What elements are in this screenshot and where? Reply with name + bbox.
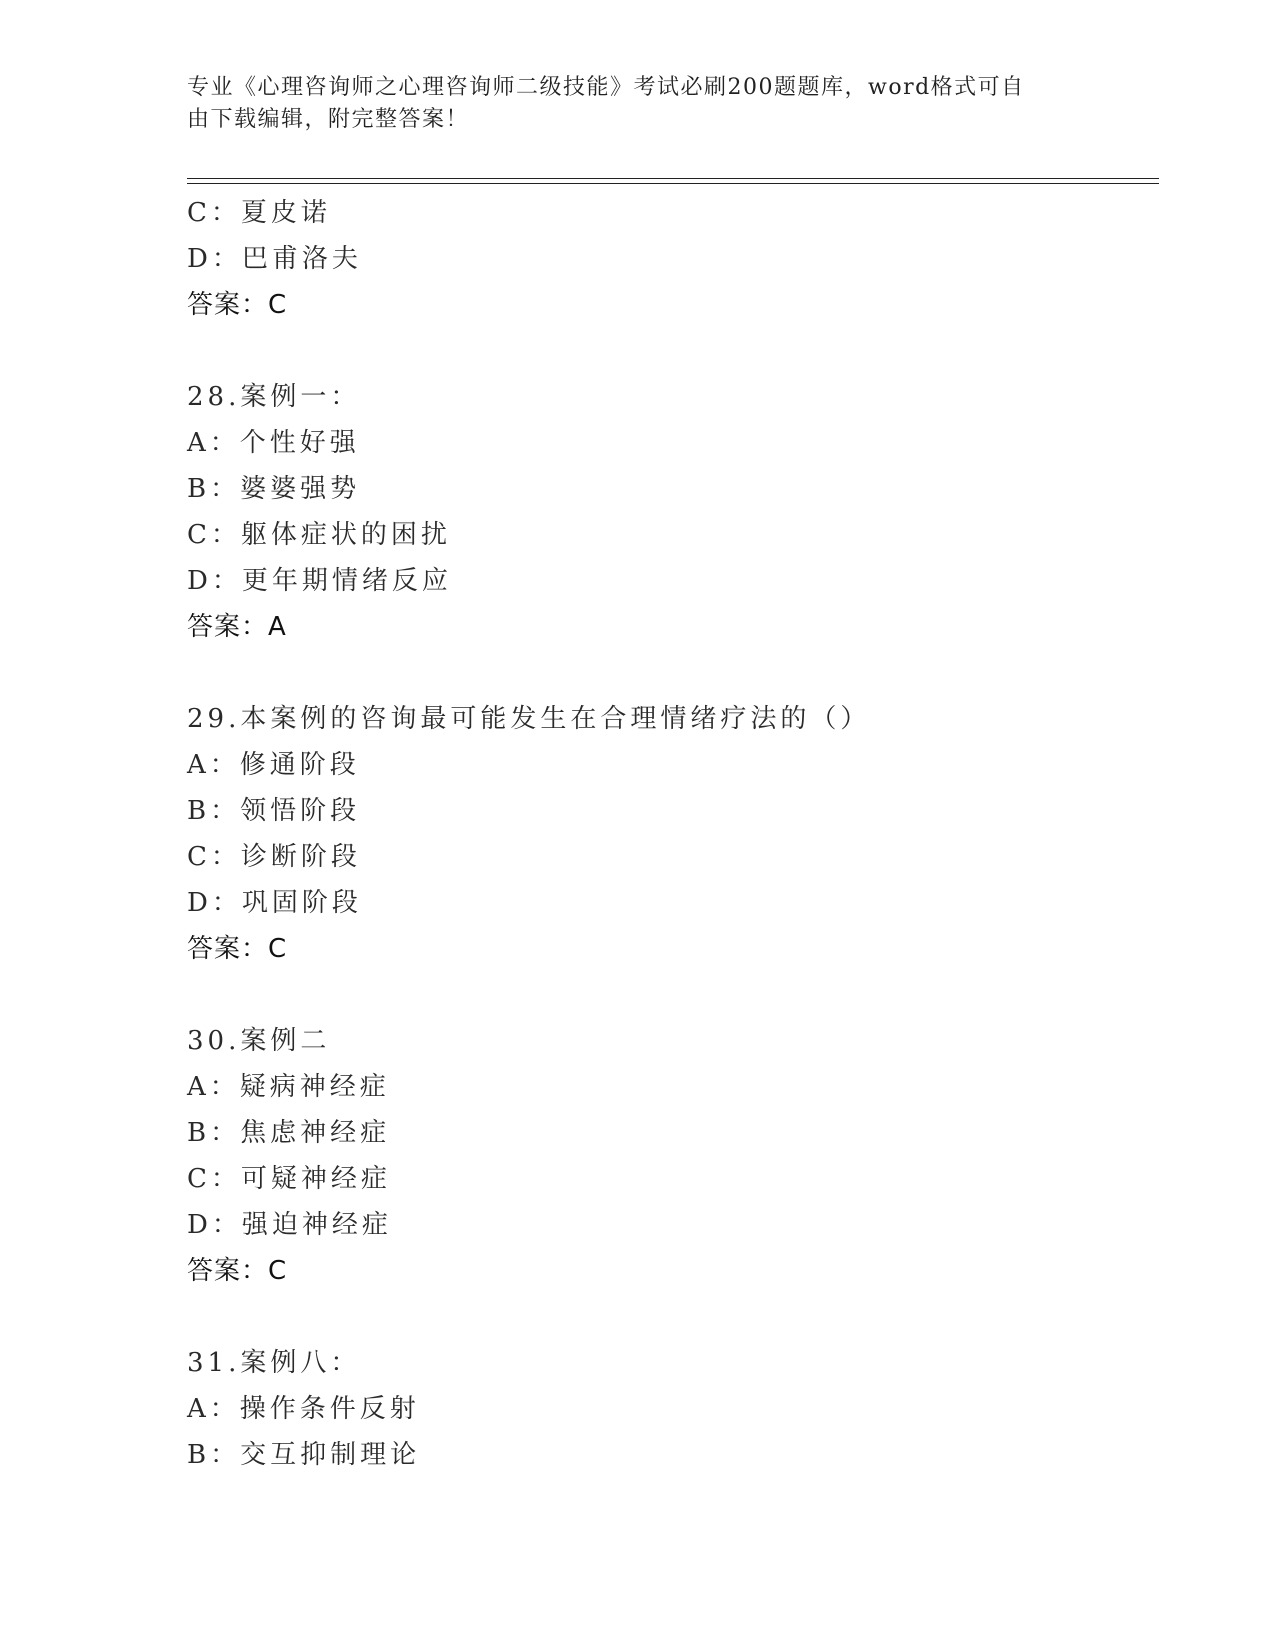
- option-d: D：巩固阶段: [187, 888, 362, 918]
- header-line-1: 专业《心理咨询师之心理咨询师二级技能》考试必刷200题题库，word格式可自: [187, 75, 1025, 100]
- option-c: C：躯体症状的困扰: [187, 520, 451, 550]
- question-28: [187, 374, 1137, 650]
- question-stem: 29.本案例的咨询最可能发生在合理情绪疗法的（）: [187, 704, 871, 734]
- spacer: [187, 972, 1137, 1018]
- question-stem: 28.案例一：: [187, 382, 361, 412]
- answer-line: 答案：C: [187, 290, 288, 320]
- question-stem: 31.案例八：: [187, 1348, 361, 1378]
- header-divider-top: [187, 178, 1159, 179]
- question-stem: 30.案例二: [187, 1026, 331, 1056]
- option-b: B：领悟阶段: [187, 796, 361, 826]
- question-29: [187, 696, 1137, 972]
- question-30: [187, 1018, 1137, 1294]
- question-31: [187, 1340, 1137, 1478]
- option-d: D：巴甫洛夫: [187, 244, 362, 274]
- option-c: C：诊断阶段: [187, 842, 361, 872]
- option-a: A：操作条件反射: [187, 1394, 420, 1424]
- answer-line: 答案：C: [187, 934, 288, 964]
- option-d: D：更年期情绪反应: [187, 566, 452, 596]
- answer-line: 答案：C: [187, 1256, 288, 1286]
- option-c: C：夏皮诺: [187, 198, 331, 228]
- option-b: B：交互抑制理论: [187, 1440, 421, 1470]
- spacer: [187, 650, 1137, 696]
- option-b: B：婆婆强势: [187, 474, 361, 504]
- question-list: [187, 190, 1137, 1478]
- previous-question-tail: [187, 190, 1137, 328]
- option-c: C：可疑神经症: [187, 1164, 391, 1194]
- spacer: [187, 328, 1137, 374]
- header-divider-bottom: [187, 183, 1159, 184]
- header-line-2: 由下载编辑，附完整答案！: [187, 107, 470, 132]
- option-a: A：个性好强: [187, 428, 360, 458]
- spacer: [187, 1294, 1137, 1340]
- option-a: A：疑病神经症: [187, 1072, 390, 1102]
- option-a: A：修通阶段: [187, 750, 360, 780]
- document-header: [187, 72, 1067, 136]
- option-d: D：强迫神经症: [187, 1210, 392, 1240]
- option-b: B：焦虑神经症: [187, 1118, 391, 1148]
- answer-line: 答案：A: [187, 612, 287, 642]
